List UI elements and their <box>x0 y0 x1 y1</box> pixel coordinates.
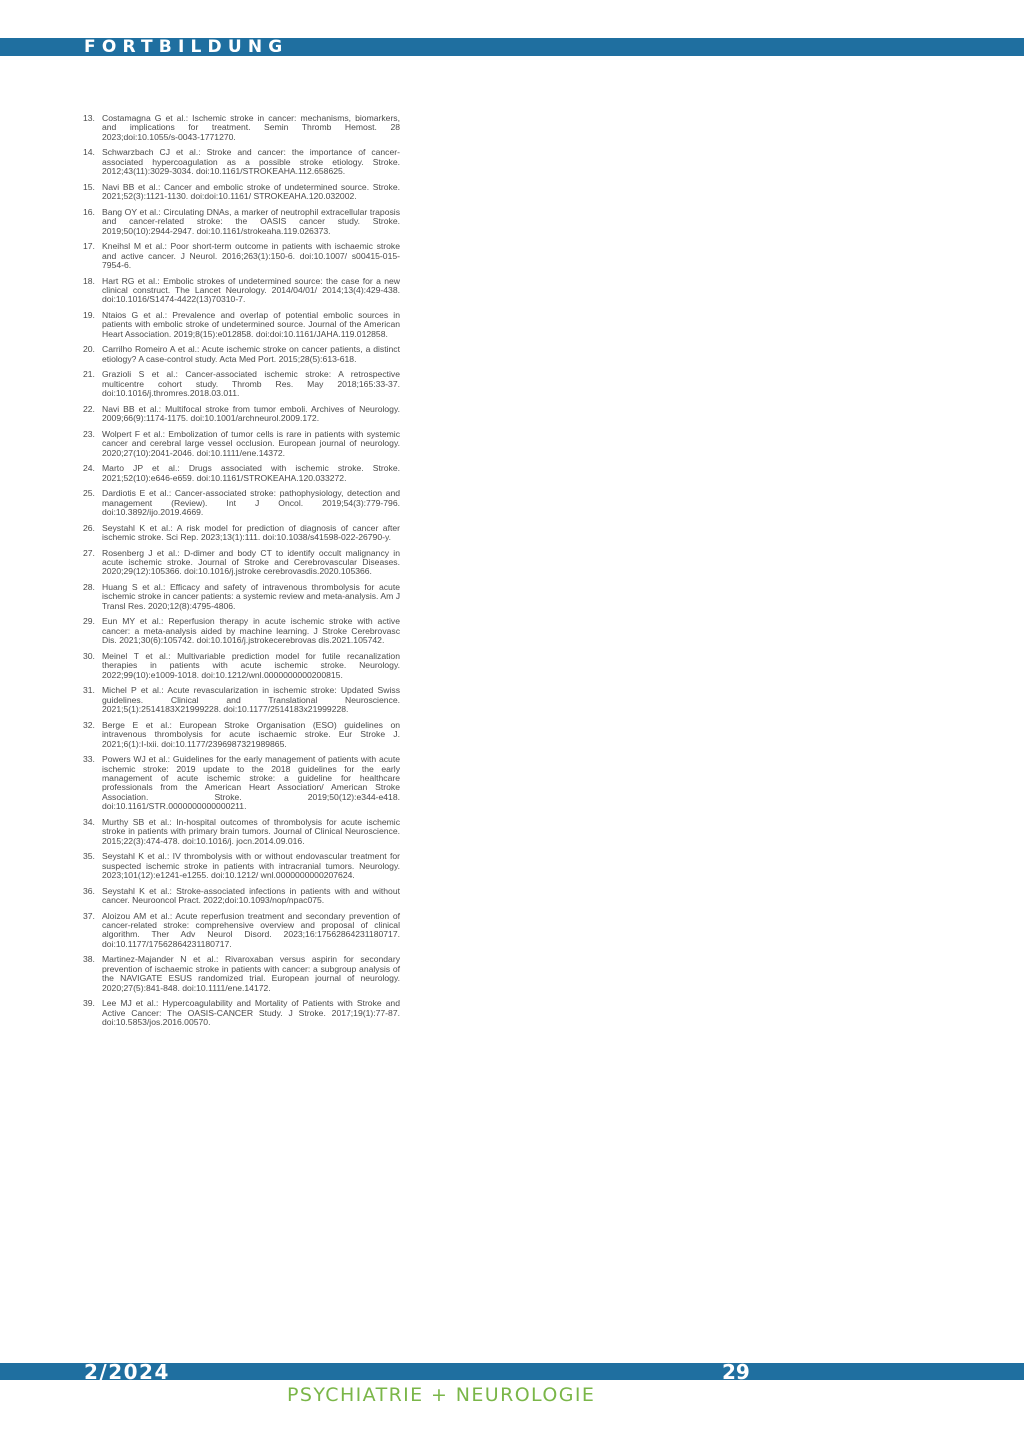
reference-number: 15. <box>83 181 95 192</box>
reference-number: 26. <box>83 522 95 533</box>
reference-item <box>80 887 400 906</box>
reference-item <box>80 148 400 176</box>
reference-text: Seystahl K et al.: A risk model for prediction of diagnosis of cancer after ischemic stroke. Sci Rep. 2023;13(1):111. doi:10.1038/s41598-022-26790-y. <box>102 522 400 543</box>
reference-text: Powers WJ et al.: Guidelines for the early management of patients with acute ischemic stroke: 2019 update to the 2018 guidelines for the early management of acute ischemic stroke: a guideline for healthcare professionals from the American Heart Association/ American Stroke Association. Stroke. 2019;50(12):e344-e418. doi:10.1161/STR.0000000000000211. <box>102 754 400 812</box>
reference-text: Huang S et al.: Efficacy and safety of intravenous thrombolysis for acute ischemic stroke in cancer patients: a systemic review and meta-analysis. Am J Transl Res. 2020;12(8):4795-4806. <box>102 582 400 611</box>
journal-title: PSYCHIATRIE + NEUROLOGIE <box>287 1384 596 1406</box>
reference-text: Berge E et al.: European Stroke Organisation (ESO) guidelines on intravenous thrombolysis for acute ischaemic stroke. Eur Stroke J. 2021;6(1):I-lxii. doi:10.1177/2396987321989865. <box>102 719 400 749</box>
reference-text: Seystahl K et al.: Stroke-associated infections in patients with and without cancer. Neurooncol Pract. 2022;doi:10.1093/nop/npac075. <box>102 885 400 905</box>
reference-item <box>80 852 400 880</box>
reference-item <box>80 955 400 993</box>
reference-item <box>80 183 400 202</box>
reference-item <box>80 583 400 611</box>
reference-text: Seystahl K et al.: IV thrombolysis with or without endovascular treatment for suspected ischemic stroke in patients with intracranial tumors. Neurology. 2023;101(12):e1241-e1255. doi:10.1212/ wnl.0000000000207624. <box>102 851 400 880</box>
reference-item <box>80 430 400 458</box>
reference-number: 37. <box>83 910 95 921</box>
reference-item <box>80 686 400 714</box>
reference-number: 22. <box>83 403 95 414</box>
reference-text: Bang OY et al.: Circulating DNAs, a marker of neutrophil extracellular traposis and cancer-related stroke: the OASIS cancer study. Stroke. 2019;50(10):2944-2947. doi:10.1161/strokeaha.119.026373. <box>102 206 400 236</box>
reference-number: 30. <box>83 650 95 661</box>
reference-number: 32. <box>83 719 95 730</box>
reference-item <box>80 549 400 577</box>
reference-number: 38. <box>83 954 95 965</box>
reference-item <box>80 405 400 424</box>
reference-number: 35. <box>83 851 95 862</box>
reference-number: 25. <box>83 488 95 499</box>
reference-item <box>80 489 400 517</box>
reference-text: Eun MY et al.: Reperfusion therapy in acute ischemic stroke with active cancer: a meta-analysis aided by machine learning. J Stroke Cerebrovasc Dis. 2021;30(6):105742. doi:10.1016/j.jstrokecerebrovas dis.2021.105742. <box>102 616 400 646</box>
reference-text: Murthy SB et al.: In-hospital outcomes of thrombolysis for acute ischemic stroke in patients with primary brain tumors. Journal of Clinical Neuroscience. 2015;22(3):474-478. doi:10.1016/j. jocn.2014.09.016. <box>102 816 400 846</box>
reference-item <box>80 345 400 364</box>
reference-item <box>80 524 400 543</box>
reference-text: Schwarzbach CJ et al.: Stroke and cancer: the importance of cancer-associated hypercoagulation as a possible stroke etiology. Stroke. 2012;43(11):3029-3034. doi:10.1161/STROKEAHA.112.658625. <box>102 147 400 177</box>
reference-item <box>80 755 400 811</box>
reference-list <box>80 114 400 1034</box>
issue-number: 2/2024 <box>84 1360 170 1384</box>
reference-item <box>80 999 400 1027</box>
reference-text: Kneihsl M et al.: Poor short-term outcome in patients with ischaemic stroke and active cancer. J Neurol. 2016;263(1):150-6. doi:10.1007/ s00415-015-7954-6. <box>102 241 400 271</box>
reference-text: Wolpert F et al.: Embolization of tumor cells is rare in patients with systemic cancer and cerebral large vessel occlusion. European journal of neurology. 2020;27(10):2041-2046. doi:10.1111/ene.14372. <box>102 428 400 458</box>
page-number: 29 <box>722 1360 750 1384</box>
reference-number: 36. <box>83 885 95 896</box>
reference-number: 16. <box>83 206 95 217</box>
reference-item <box>80 652 400 680</box>
reference-item <box>80 912 400 950</box>
reference-number: 24. <box>83 463 95 474</box>
reference-text: Grazioli S et al.: Cancer-associated ischemic stroke: A retrospective multicentre cohort study. Thromb Res. May 2018;165:33-37. doi:10.1016/j.thromres.2018.03.011. <box>102 369 400 399</box>
reference-text: Costamagna G et al.: Ischemic stroke in cancer: mechanisms, biomarkers, and implications for treatment. Semin Thromb Hemost. 28 2023;doi:10.1055/s-0043-1771270. <box>102 113 400 142</box>
reference-text: Aloizou AM et al.: Acute reperfusion treatment and secondary prevention of cancer-related stroke: comprehensive overview and proposal of clinical algorithm. Ther Adv Neurol Disord. 2023;16:17562864231180717. doi:10.1177/17562864231180717. <box>102 910 400 949</box>
reference-text: Navi BB et al.: Cancer and embolic stroke of undetermined source. Stroke. 2021;52(3):1121-1130. doi:doi:10.1161/ STROKEAHA.120.032002. <box>102 181 400 202</box>
section-label: FORTBILDUNG <box>84 37 289 57</box>
reference-item <box>80 242 400 270</box>
reference-number: 29. <box>83 616 95 627</box>
reference-item <box>80 721 400 749</box>
reference-number: 23. <box>83 428 95 439</box>
reference-text: Martinez-Majander N et al.: Rivaroxaban versus aspirin for secondary prevention of ischaemic stroke in patients with cancer: a subgroup analysis of the NAVIGATE ESUS randomized trial. European journal of neurology. 2020;27(5):841-848. doi:10.1111/ene.14172. <box>102 954 400 993</box>
reference-text: Michel P et al.: Acute revascularization in ischemic stroke: Updated Swiss guidelines. Clinical and Translational Neuroscience. 2021;5(1):2514183X21999228. doi:10.1177/2514183x21999228. <box>102 685 400 715</box>
reference-number: 21. <box>83 369 95 380</box>
reference-text: Navi BB et al.: Multifocal stroke from tumor emboli. Archives of Neurology. 2009;66(9):1174-1175. doi:10.1001/archneurol.2009.172. <box>102 403 400 424</box>
reference-number: 31. <box>83 685 95 696</box>
reference-number: 19. <box>83 310 95 321</box>
reference-item <box>80 311 400 339</box>
reference-number: 17. <box>83 241 95 252</box>
reference-text: Lee MJ et al.: Hypercoagulability and Mortality of Patients with Stroke and Active Cancer: The OASIS-CANCER Study. J Stroke. 2017;19(1):77-87. doi:10.5853/jos.2016.00570. <box>102 998 400 1027</box>
reference-number: 34. <box>83 816 95 827</box>
reference-number: 18. <box>83 275 95 286</box>
reference-text: Ntaios G et al.: Prevalence and overlap of potential embolic sources in patients with embolic stroke of undetermined source. Journal of the American Heart Association. 2019;8(15):e012858. doi:doi:10.1161/JAHA.119.012858. <box>102 310 400 339</box>
reference-number: 39. <box>83 998 95 1009</box>
reference-text: Hart RG et al.: Embolic strokes of undetermined source: the case for a new clinical construct. The Lancet Neurology. 2014/04/01/ 2014;13(4):429-438. doi:10.1016/S1474-4422(13)70310-7. <box>102 275 400 305</box>
reference-text: Dardiotis E et al.: Cancer-associated stroke: pathophysiology, detection and management (Review). Int J Oncol. 2019;54(3):779-796. doi:10.3892/ijo.2019.4669. <box>102 488 400 518</box>
reference-number: 33. <box>83 754 95 765</box>
reference-text: Meinel T et al.: Multivariable prediction model for futile recanalization therapies in patients with acute ischemic stroke. Neurology. 2022;99(10):e1009-1018. doi:10.1212/wnl.0000000000200815. <box>102 650 400 680</box>
reference-item <box>80 370 400 398</box>
reference-item <box>80 208 400 236</box>
reference-text: Marto JP et al.: Drugs associated with ischemic stroke. Stroke. 2021;52(10):e646-e659. doi:10.1161/STROKEAHA.120.033272. <box>102 463 400 483</box>
reference-item <box>80 114 400 142</box>
reference-text: Carrilho Romeiro A et al.: Acute ischemic stroke on cancer patients, a distinct etiology? A case-control study. Acta Med Port. 2015;28(5):613-618. <box>102 344 400 364</box>
reference-number: 28. <box>83 582 95 593</box>
reference-item <box>80 464 400 483</box>
reference-number: 13. <box>83 113 95 123</box>
reference-item <box>80 818 400 846</box>
reference-item <box>80 617 400 645</box>
reference-item <box>80 277 400 305</box>
reference-number: 27. <box>83 547 95 558</box>
reference-number: 20. <box>83 344 95 355</box>
reference-text: Rosenberg J et al.: D-dimer and body CT to identify occult malignancy in acute ischemic stroke. Journal of Stroke and Cerebrovascular Diseases. 2020;29(12):105366. doi:10.1016/j.jstroke cerebrovasdis.2020.105366. <box>102 547 400 577</box>
reference-number: 14. <box>83 147 95 158</box>
